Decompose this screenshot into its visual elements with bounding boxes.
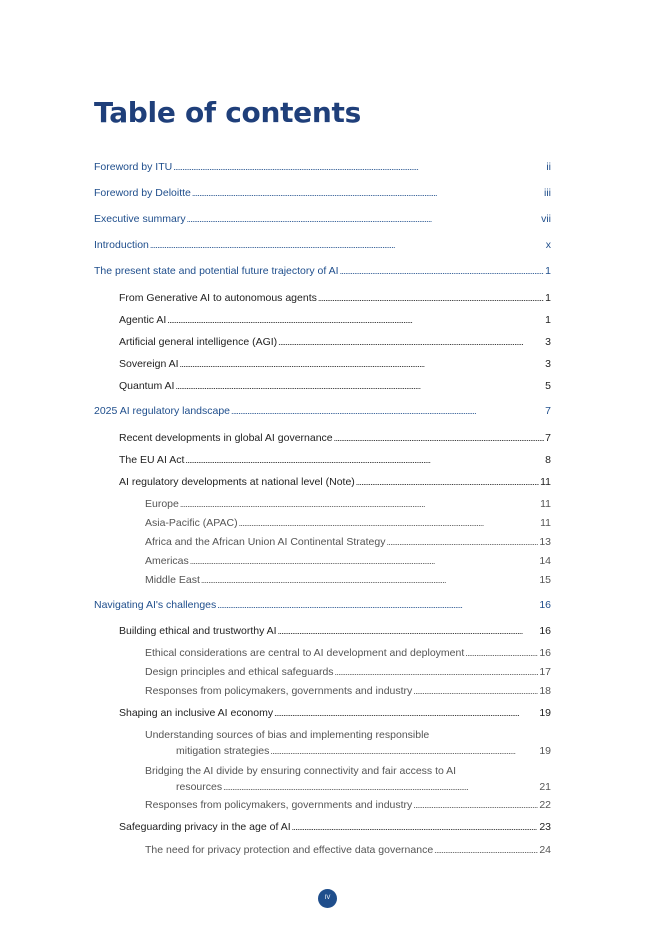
toc-entry-page: 11 [540, 498, 551, 510]
dot-leader [274, 706, 538, 720]
toc-entry-page: 21 [539, 781, 551, 793]
toc-entry[interactable] [119, 706, 551, 720]
toc-entry-title: Quantum AI [119, 380, 175, 392]
dot-leader [185, 453, 544, 467]
dot-leader [434, 843, 538, 857]
toc-entry-title[interactable]: Understanding sources of bias and implementing responsible [145, 729, 430, 741]
toc-entry[interactable] [94, 160, 551, 174]
toc-entry-page: 11 [540, 517, 551, 529]
toc-entry-page: 7 [545, 405, 551, 417]
dot-leader [318, 291, 544, 305]
toc-entry[interactable] [145, 665, 551, 679]
toc-entry-title: Executive summary [94, 213, 186, 225]
toc-entry-title: The EU AI Act [119, 454, 185, 466]
dot-leader [278, 335, 544, 349]
toc-entry[interactable] [145, 535, 551, 549]
toc-entry-title: Africa and the African Union AI Continental Strategy [145, 536, 386, 548]
dot-leader [175, 379, 544, 393]
toc-entry-title-continued: mitigation strategies [176, 745, 270, 757]
dot-leader [150, 238, 545, 252]
toc-entry-page: 8 [545, 454, 551, 466]
toc-entry-page: 16 [539, 625, 551, 637]
dot-leader [340, 264, 545, 278]
toc-entry-page: 14 [539, 555, 551, 567]
toc-entry-page: 23 [539, 821, 551, 833]
toc-entry[interactable] [145, 516, 551, 530]
toc-entry-title[interactable]: Bridging the AI divide by ensuring connectivity and fair access to AI [145, 765, 457, 777]
toc-entry-title: Foreword by Deloitte [94, 187, 191, 199]
toc-entry-title: Sovereign AI [119, 358, 179, 370]
toc-entry[interactable] [119, 357, 551, 371]
toc-entry-page: 16 [539, 647, 551, 659]
dot-leader [187, 212, 540, 226]
dot-leader [217, 598, 538, 612]
toc-entry[interactable] [176, 744, 551, 758]
toc-entry-title: The present state and potential future trajectory of AI [94, 265, 339, 277]
toc-entry-title: Building ethical and trustworthy AI [119, 625, 277, 637]
toc-entry[interactable] [119, 475, 551, 489]
dot-leader [356, 475, 539, 489]
toc-entry-title: Artificial general intelligence (AGI) [119, 336, 278, 348]
toc-entry-title: The need for privacy protection and effective data governance [145, 844, 434, 856]
toc-entry[interactable] [94, 598, 551, 612]
toc-entry-page: 24 [539, 844, 551, 856]
toc-entry-page: 5 [545, 380, 551, 392]
toc-entry[interactable] [176, 780, 551, 794]
dot-leader [192, 186, 543, 200]
toc-entry-title: Europe [145, 498, 179, 510]
toc-entry-page: 22 [539, 799, 551, 811]
toc-entry-page: 1 [545, 265, 551, 277]
page-number-badge: IV [318, 889, 337, 908]
toc-entry-page: 16 [539, 599, 551, 611]
dot-leader [278, 624, 539, 638]
toc-entry-title: From Generative AI to autonomous agents [119, 292, 317, 304]
dot-leader [180, 497, 539, 511]
toc-entry-page: 3 [545, 358, 551, 370]
toc-entry-title: Ethical considerations are central to AI development and deployment [145, 647, 465, 659]
toc-entry-title: Agentic AI [119, 314, 167, 326]
toc-entry[interactable] [94, 404, 551, 418]
dot-leader [465, 646, 538, 660]
dot-leader [335, 665, 539, 679]
toc-entry-title: Responses from policymakers, governments and industry [145, 799, 413, 811]
toc-entry[interactable] [94, 212, 551, 226]
toc-entry-page: iii [544, 187, 551, 199]
toc-entry-title: Safeguarding privacy in the age of AI [119, 821, 291, 833]
toc-entry-page: 1 [545, 292, 551, 304]
toc-entry[interactable] [119, 624, 551, 638]
toc-entry[interactable] [119, 335, 551, 349]
toc-entry-title: 2025 AI regulatory landscape [94, 405, 231, 417]
toc-entry-title: Americas [145, 555, 189, 567]
toc-entry-title: AI regulatory developments at national level (Note) [119, 476, 355, 488]
toc-entry-page: 7 [545, 432, 551, 444]
dot-leader [239, 516, 540, 530]
toc-entry-page: 19 [539, 707, 551, 719]
page-title: Table of contents [94, 96, 361, 129]
dot-leader [334, 431, 545, 445]
dot-leader [413, 798, 538, 812]
dot-leader [180, 357, 545, 371]
toc-entry[interactable] [145, 646, 551, 660]
toc-entry-title: Recent developments in global AI governance [119, 432, 333, 444]
dot-leader [292, 820, 539, 834]
toc-entry[interactable] [145, 554, 551, 568]
toc-entry-title-continued: resources [176, 781, 223, 793]
dot-leader [231, 404, 544, 418]
toc-entry[interactable] [145, 497, 551, 511]
toc-entry-page: 19 [539, 745, 551, 757]
toc-entry-title: Foreword by ITU [94, 161, 173, 173]
toc-entry[interactable] [119, 291, 551, 305]
dot-leader [167, 313, 544, 327]
dot-leader [201, 573, 538, 587]
toc-entry[interactable] [94, 264, 551, 278]
toc-entry[interactable] [145, 798, 551, 812]
toc-entry-title: Design principles and ethical safeguards [145, 666, 334, 678]
toc-entry[interactable] [145, 573, 551, 587]
dot-leader [190, 554, 539, 568]
dot-leader [413, 684, 538, 698]
toc-entry[interactable] [119, 431, 551, 445]
toc-entry[interactable] [119, 820, 551, 834]
toc-entry-page: 15 [539, 574, 551, 586]
toc-entry-page: 18 [539, 685, 551, 697]
toc-entry[interactable] [119, 453, 551, 467]
toc-entry-page: vii [541, 213, 551, 225]
toc-entry-title: Shaping an inclusive AI economy [119, 707, 274, 719]
toc-entry[interactable] [145, 684, 551, 698]
toc-entry[interactable] [119, 379, 551, 393]
dot-leader [386, 535, 538, 549]
toc-entry-page: 3 [545, 336, 551, 348]
toc-entry-page: x [545, 239, 551, 251]
dot-leader [223, 780, 538, 794]
dot-leader [270, 744, 538, 758]
toc-entry[interactable] [119, 313, 551, 327]
toc-entry-page: 13 [539, 536, 551, 548]
dot-leader [173, 160, 545, 174]
toc-entry-title: Introduction [94, 239, 149, 251]
toc-entry-page: 17 [539, 666, 551, 678]
toc-entry-page: 1 [545, 314, 551, 326]
toc-entry-title: Asia-Pacific (APAC) [145, 517, 238, 529]
toc-entry[interactable] [94, 238, 551, 252]
toc-entry-page: ii [546, 161, 551, 173]
toc-entry-title: Navigating AI's challenges [94, 599, 217, 611]
toc-entry-title: Responses from policymakers, governments and industry [145, 685, 413, 697]
toc-entry[interactable] [145, 843, 551, 857]
toc-entry-page: 11 [540, 476, 551, 488]
toc-entry[interactable] [94, 186, 551, 200]
toc-entry-title: Middle East [145, 574, 200, 586]
